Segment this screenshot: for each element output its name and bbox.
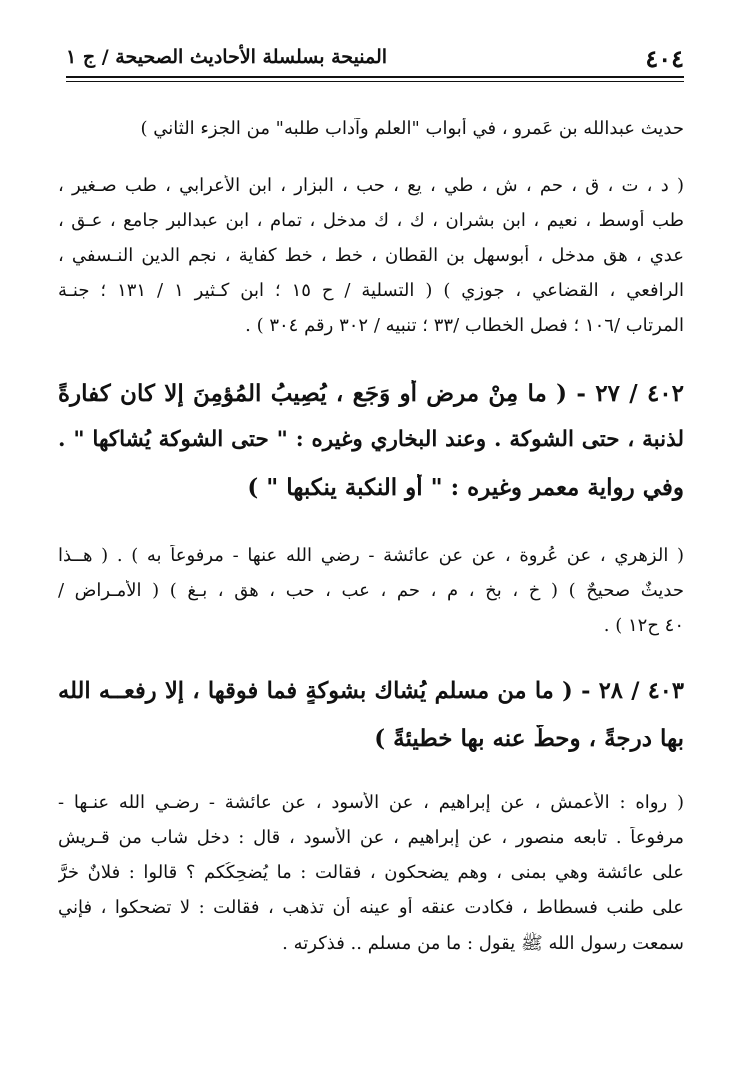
body-line: طب أوسط ، نعيم ، ابن بشران ، ك ، ك مدخل ، تمام ، ابن عبدالبر جامع ، عـق ، — [58, 210, 684, 231]
takhrij-line: سمعت رسول الله ﷺ يقول : ما من مسلم .. فذكرته . — [282, 933, 684, 954]
body-line: حديث عبدالله بن عَمرو ، في أبواب "العلم وآداب طلبه" من الجزء الثاني ) — [140, 118, 684, 139]
hadith-text-line: بها درجةً ، وحطَّ عنه بها خطيئةً ) — [374, 725, 684, 752]
takhrij-line: حديثٌ صحيحٌ ) ( خ ، بخ ، م ، حم ، عب ، حب ، هق ، بـغ ) ( الأمـراض / — [58, 580, 684, 601]
takhrij-line: على عائشة وهي بمنى ، وهم يضحكون ، فقالت : ما يُضحِكُكم ؟ قالوا : فلانٌ خرَّ — [58, 862, 684, 883]
takhrij-line: مرفوعاً . تابعه منصور ، عن إبراهيم ، عن الأسود ، قال : دخل شاب من قـريش — [58, 827, 684, 848]
hadith-text-line: وفي رواية معمر وغيره : " أو النكبة ينكبها " ) — [247, 474, 684, 501]
hadith-text-line: ٤٠٣ / ٢٨ - ( ما من مسلم يُشاك بشوكةٍ فما فوقها ، إلا رفعــه الله — [58, 678, 684, 704]
page-header — [66, 34, 684, 74]
takhrij-line: ( الزهري ، عن عُروة ، عن عن عائشة - رضي الله عنها - مرفوعاً به ) . ( هــذا — [58, 545, 684, 566]
hadith-text-line: ٤٠٢ / ٢٧ - ( ما مِنْ مرضٍ أو وَجَعٍ ، يُصِيبُ المُؤمِنَ إلا كان كفارةً — [58, 380, 684, 407]
header-rule — [66, 76, 684, 82]
hadith-text-line: لذنبة ، حتى الشوكة . وعند البخاري وغيره : " حتى الشوكة يُشاكها " . — [58, 427, 684, 452]
takhrij-line: على طنب فسطاط ، فكادت عنقه أو عينه أن تذهب ، فقالت : لا تضحكوا ، فإني — [58, 897, 684, 918]
body-line: عدي ، هق مدخل ، أبوسهل بن القطان ، خط ، خط كفاية ، نجم الدين النـسفي ، — [58, 245, 684, 266]
body-line: الرافعي ، القضاعي ، جوزي ) ( التسلية / ح ١٥ ؛ ابن كـثير ١ / ١٣١ ؛ جنـة — [58, 280, 684, 301]
body-line: ( د ، ت ، ق ، حم ، ش ، طي ، يع ، حب ، البزار ، ابن الأعرابي ، طب صـغير ، — [58, 175, 684, 196]
takhrij-line: ( رواه : الأعمش ، عن إبراهيم ، عن الأسود ، عن عائشة - رضـي الله عنـها - — [58, 792, 684, 813]
body-line: المرتاب /١٠٦ ؛ فصل الخطاب /٣٣ ؛ تنبيه / ٣٠٢ رقم ٣٠٤ ) . — [245, 315, 684, 336]
takhrij-line: ٤٠ ح١٢ ) . — [603, 615, 684, 636]
running-title: المنيحة بسلسلة الأحاديث الصحيحة / ج ١ — [66, 46, 388, 68]
page-number: ٤٠٤ — [645, 44, 684, 73]
